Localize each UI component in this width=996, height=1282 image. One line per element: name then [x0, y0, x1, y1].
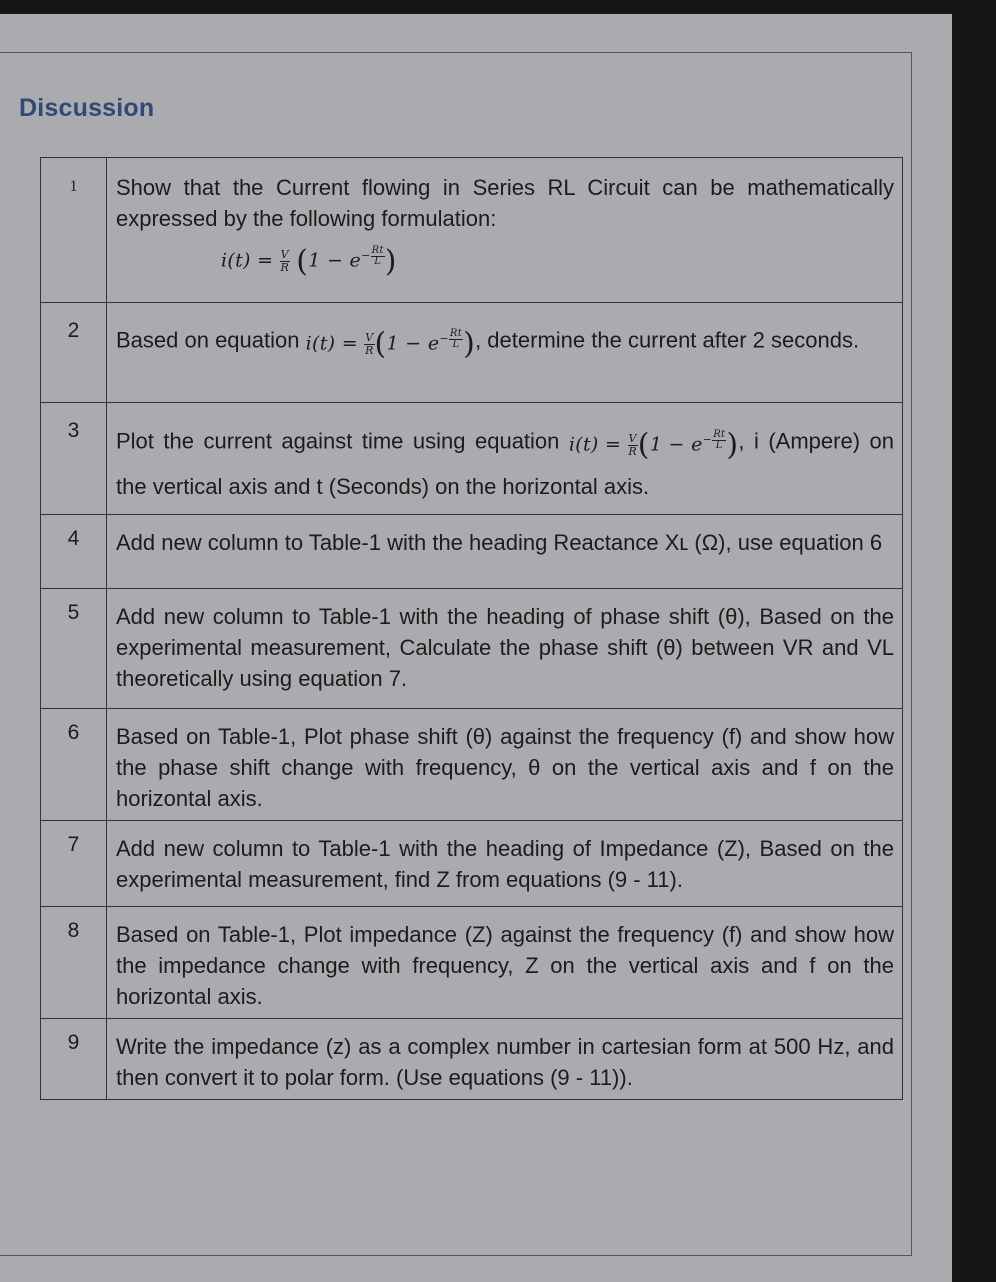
table-row [41, 821, 903, 907]
table-row [41, 303, 903, 403]
formula-frac-den: R [280, 260, 290, 274]
formula-exp-den: L [452, 338, 460, 350]
current-formula: i(t) = $\frac{V}{R}$ ($1 - e^{- \frac{Rt}{L}}$ ) [221, 243, 397, 279]
formula-frac-num: V [628, 431, 637, 445]
right-dark-bar [952, 0, 996, 1282]
formula-lhs: i(t) = [221, 249, 274, 272]
formula-exp-num: Rt [713, 428, 726, 440]
row-number: 1 [41, 158, 107, 303]
formula-exp-den: L [374, 255, 382, 267]
formula-exp-sign: − [702, 433, 713, 446]
question-text-pre: Based on equation [116, 327, 300, 353]
discussion-table [40, 157, 903, 1100]
formula-inner: 1 − e [649, 433, 703, 456]
table-row [41, 589, 903, 709]
question-cell: Add new column to Table-1 with the heading of phase shift (θ), Based on the experimental measurement, Calculate the phase shift (θ) between VR and VL theoretically using equation 7. [107, 589, 903, 709]
formula-inner: 1 − e [308, 249, 362, 272]
formula-frac-den: R [365, 343, 374, 357]
formula-exp-num: Rt [371, 244, 384, 256]
formula-exp-num: Rt [449, 327, 463, 339]
row-number: 5 [41, 589, 107, 709]
formula-frac-den: R [628, 444, 637, 458]
question-text-post: , determine the current after 2 seconds. [475, 327, 860, 353]
row-number: 6 [41, 709, 107, 821]
question-cell [107, 303, 903, 403]
formula-exp-den: L [715, 439, 723, 451]
formula-lhs: i(t) = [568, 433, 622, 456]
question-cell [107, 403, 903, 515]
formula-inner: 1 − e [386, 332, 440, 355]
question-text-post: , i (Ampere) on the vertical axis and t (Seconds) on the horizontal axis. [116, 428, 894, 500]
table-row [41, 158, 903, 303]
table-row [41, 515, 903, 589]
formula-exp-sign: − [439, 332, 449, 345]
question-cell [107, 158, 903, 303]
table-row [41, 709, 903, 821]
question-cell: Based on Table-1, Plot phase shift (θ) against the frequency (f) and show how the phase shift change with frequency, θ on the vertical axis and f on the horizontal axis. [107, 709, 903, 821]
question-text: Show that the Current flowing in Series RL Circuit can be mathematically expressed by the following formulation: [116, 175, 894, 231]
table-row [41, 403, 903, 515]
formula-frac-num: V [365, 330, 374, 344]
current-formula: i(t) = $\frac{V}{R}$ ($1 - e^{- \frac{Rt}{L}}$ ) [305, 326, 476, 362]
row-number: 2 [41, 303, 107, 403]
question-text-pre: Plot the current against time using equation [116, 428, 560, 454]
question-cell: Based on Table-1, Plot impedance (Z) against the frequency (f) and show how the impedance change with frequency, Z on the vertical axis and f on the horizontal axis. [107, 907, 903, 1019]
row-number: 8 [41, 907, 107, 1019]
formula-exp-sign: − [361, 249, 371, 262]
row-number: 7 [41, 821, 107, 907]
formula-frac-num: V [280, 247, 289, 261]
top-dark-bar [0, 0, 996, 14]
row-number: 4 [41, 515, 107, 589]
table-row [41, 907, 903, 1019]
question-cell: Write the impedance (z) as a complex number in cartesian form at 500 Hz, and then convert it to polar form. (Use equations (9 - 11)). [107, 1019, 903, 1100]
question-cell: Add new column to Table-1 with the heading of Impedance (Z), Based on the experimental measurement, find Z from equations (9 - 11). [107, 821, 903, 907]
table-row [41, 1019, 903, 1100]
current-formula: i(t) = $\frac{V}{R}$ ($1 - e^{- \frac{Rt}{L}}$ ) [568, 427, 739, 463]
question-cell: Add new column to Table-1 with the heading Reactance Xʟ (Ω), use equation 6 [107, 515, 903, 589]
row-number: 3 [41, 403, 107, 515]
formula-lhs: i(t) = [305, 332, 358, 355]
row-number: 9 [41, 1019, 107, 1100]
section-heading: Discussion [19, 94, 155, 122]
